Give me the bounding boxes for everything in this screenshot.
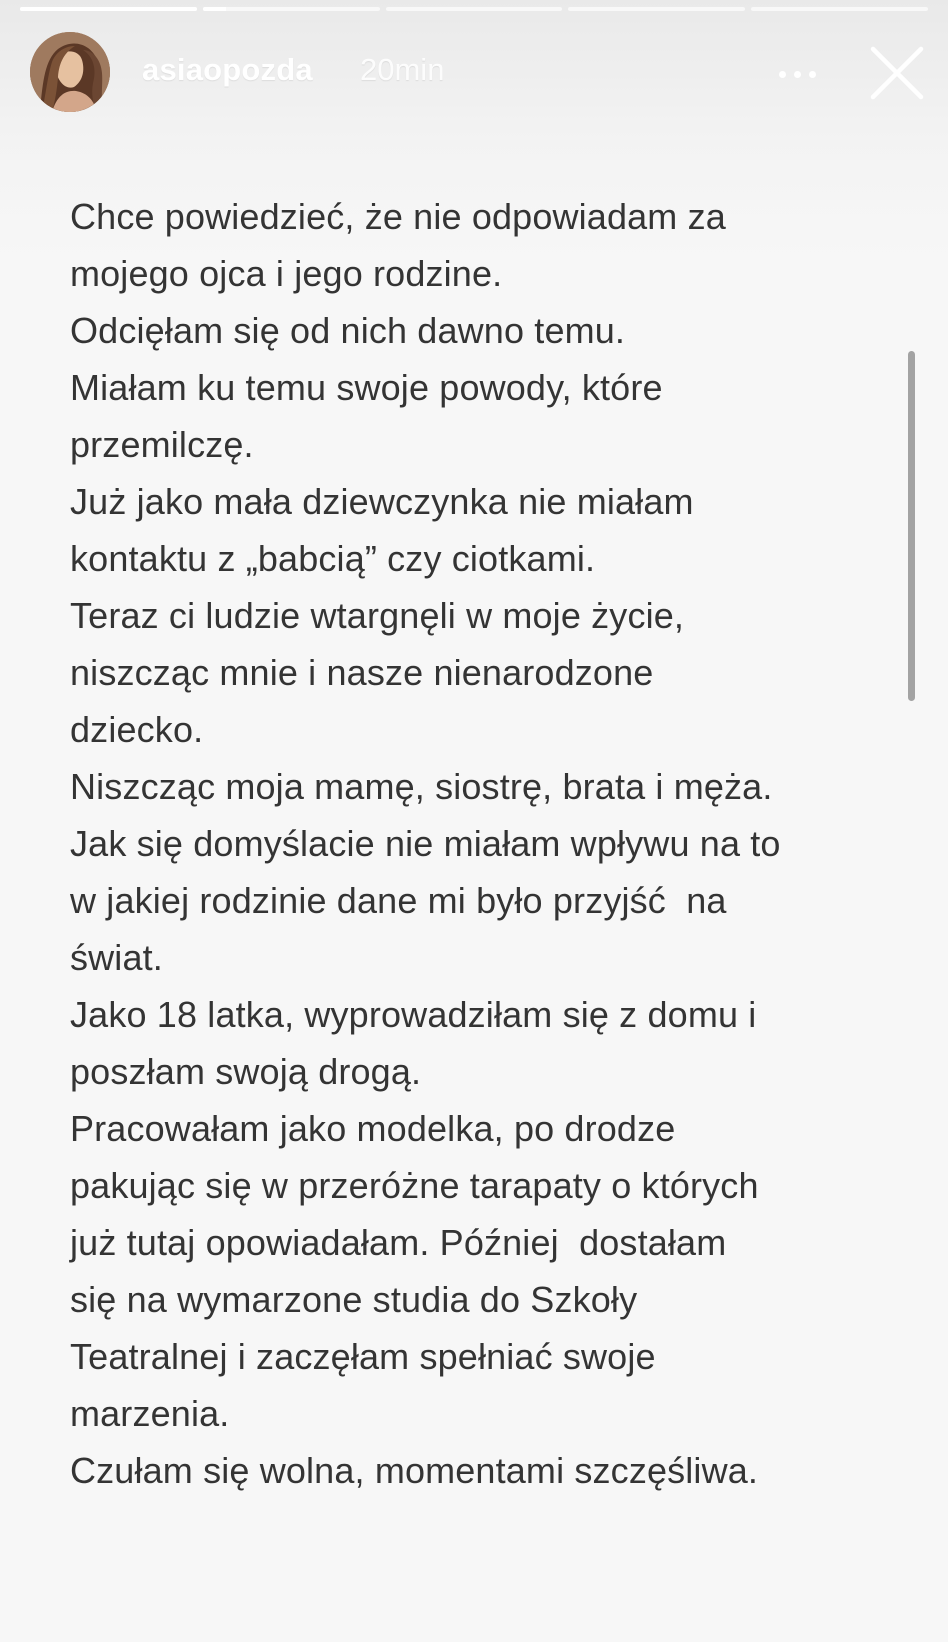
text-line: Teraz ci ludzie wtargnęli w moje życie, [70, 595, 685, 636]
progress-segment [20, 7, 197, 11]
more-options-icon[interactable] [772, 62, 822, 86]
text-line: Niszcząc moja mamę, siostrę, brata i męża. [70, 766, 773, 807]
dot [794, 71, 801, 78]
username[interactable]: asiaopozda [142, 52, 313, 87]
post-time: 20min [360, 52, 445, 87]
text-line: marzenia. [70, 1393, 230, 1434]
text-line: się na wymarzone studia do Szkoły [70, 1279, 638, 1320]
avatar[interactable] [30, 32, 110, 112]
progress-fill [203, 7, 226, 11]
text-line: mojego ojca i jego rodzine. [70, 253, 503, 294]
text-line: pakując się w przeróżne tarapaty o których [70, 1165, 759, 1206]
text-line: niszcząc mnie i nasze nienarodzone [70, 652, 654, 693]
text-line: Chce powiedzieć, że nie odpowiadam za [70, 196, 726, 237]
text-line: poszłam swoją drogą. [70, 1051, 422, 1092]
text-line: Jak się domyślacie nie miałam wpływu na to [70, 823, 781, 864]
dot [779, 71, 786, 78]
text-line: Już jako mała dziewczynka nie miałam [70, 481, 694, 522]
story-progress-bar [20, 7, 928, 11]
text-line: kontaktu z „babcią” czy ciotkami. [70, 538, 596, 579]
progress-segment [386, 7, 563, 11]
text-line: przemilczę. [70, 424, 254, 465]
progress-segment [203, 7, 380, 11]
scrollbar[interactable] [908, 351, 915, 701]
text-line: w jakiej rodzinie dane mi było przyjść na [70, 880, 727, 921]
text-line: Jako 18 latka, wyprowadziłam się z domu i [70, 994, 757, 1035]
text-line: Pracowałam jako modelka, po drodze [70, 1108, 676, 1149]
text-line: już tutaj opowiadałam. Później dostałam [70, 1222, 727, 1263]
text-line: Miałam ku temu swoje powody, które [70, 367, 663, 408]
avatar-icon [30, 32, 110, 112]
story-header [0, 24, 948, 120]
progress-segment [568, 7, 745, 11]
text-line: Odcięłam się od nich dawno temu. [70, 310, 626, 351]
text-line: Teatralnej i zaczęłam spełniać swoje [70, 1336, 656, 1377]
text-line: świat. [70, 937, 163, 978]
progress-segment [751, 7, 928, 11]
close-icon[interactable] [868, 44, 926, 102]
text-line: dziecko. [70, 709, 204, 750]
text-line: Czułam się wolna, momentami szczęśliwa. [70, 1450, 759, 1491]
progress-fill [20, 7, 197, 11]
dot [809, 71, 816, 78]
story-text-content [70, 188, 870, 1499]
